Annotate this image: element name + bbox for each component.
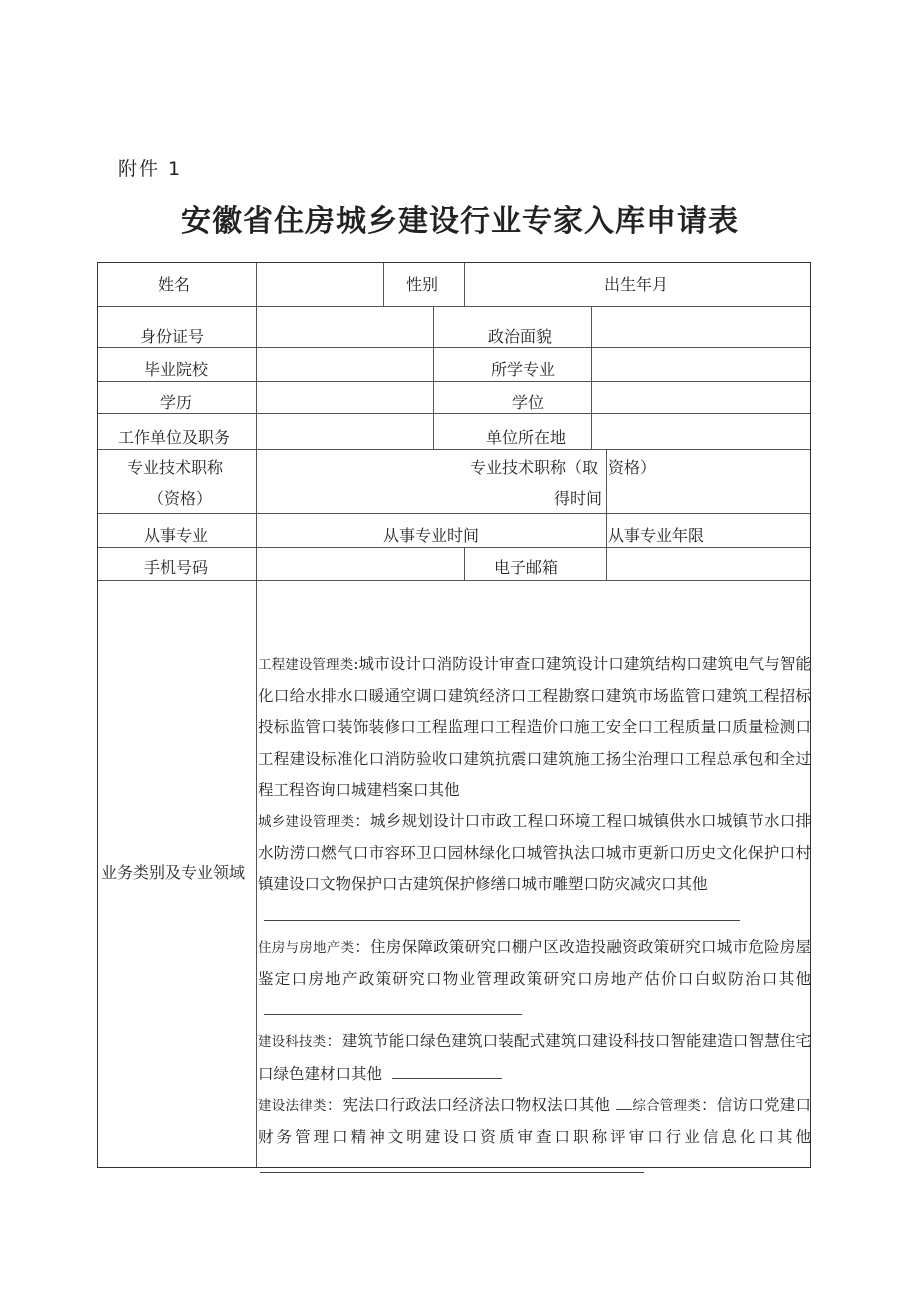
title-date-suffix: 资格） xyxy=(608,458,657,477)
category-options[interactable]: :城市设计口消防设计审查口建筑设计口建筑结构口建筑电气与智能化口给水排水口暖通空调口建筑经济口工程勘察口建筑市场监管口建筑工程招标投标监管口装饰装修口工程监理口工程造价口施工安全口工程质量口质量检测口工程建设标准化口消防验收口建筑抗震口建筑施工扬尘治理口工程总承包和全过程工程咨询口城建档案口其他 xyxy=(258,655,811,799)
business-category-content xyxy=(258,649,811,1184)
id-number-value[interactable] xyxy=(257,307,433,347)
phone-label: 手机号码 xyxy=(144,558,209,577)
political-status-label: 政治面貌 xyxy=(488,327,553,346)
category-name: 工程建设管理类 xyxy=(258,657,354,673)
field-time-label: 从事专业时间 xyxy=(383,526,480,545)
title-date-value[interactable] xyxy=(607,478,810,513)
title-date-label-line1: 专业技术职称（取 xyxy=(470,458,599,477)
page-title: 安徽省住房城乡建设行业专家入库申请表 xyxy=(181,204,739,239)
field-label: 从事专业 xyxy=(144,526,209,545)
birth-label: 出生年月 xyxy=(604,275,669,294)
degree-value[interactable] xyxy=(592,382,810,413)
category-name: 城乡建设管理类 xyxy=(258,814,355,831)
gender-value[interactable] xyxy=(384,263,464,306)
category-law-and-management xyxy=(258,1090,811,1185)
major-value[interactable] xyxy=(592,348,810,381)
column-divider xyxy=(464,547,465,580)
school-value[interactable] xyxy=(257,348,433,381)
title-label-line2: （资格） xyxy=(148,489,213,508)
category-options[interactable]: ：信访口党建口财务管理口精神文明建设口资质审查口职称评审口行业信息化口其他 xyxy=(258,1095,811,1147)
other-blank-line[interactable] xyxy=(258,901,811,932)
column-divider xyxy=(433,306,434,449)
email-label: 电子邮箱 xyxy=(494,558,559,577)
application-form xyxy=(97,262,811,1168)
gender-label: 性别 xyxy=(406,275,439,294)
category-name: 综合管理类 xyxy=(632,1097,702,1114)
category-name: 建设科技类 xyxy=(258,1034,327,1051)
degree-label: 学位 xyxy=(512,393,545,412)
title-date-label-line2: 得时间 xyxy=(554,489,603,508)
field-years-label: 从事专业年限 xyxy=(608,526,705,545)
category-engineering xyxy=(258,649,811,806)
category-options[interactable]: ：建筑节能口绿色建筑口装配式建筑口建设科技口智能建造口智慧住宅口绿色建材口其他 xyxy=(258,1032,811,1083)
employer-position-value[interactable] xyxy=(257,414,433,449)
category-name: 住房与房地产类 xyxy=(258,939,355,956)
row-divider xyxy=(98,580,810,581)
column-divider xyxy=(464,263,465,306)
row-divider xyxy=(98,513,810,514)
major-label: 所学专业 xyxy=(491,360,556,379)
email-value[interactable] xyxy=(607,548,810,580)
name-label: 姓名 xyxy=(158,275,191,294)
category-name: 建设法律类 xyxy=(258,1097,327,1114)
attachment-label: 附件 1 xyxy=(118,158,183,180)
phone-value[interactable] xyxy=(257,548,464,580)
category-housing xyxy=(258,932,811,1027)
employer-location-label: 单位所在地 xyxy=(486,428,567,447)
school-label: 毕业院校 xyxy=(144,360,209,379)
business-category-label: 业务类别及专业领域 xyxy=(101,863,246,882)
category-technology xyxy=(258,1026,811,1089)
category-options[interactable]: ：宪法口行政法口经济法口物权法口其他 xyxy=(326,1095,611,1114)
name-value[interactable] xyxy=(257,263,383,306)
id-number-label: 身份证号 xyxy=(140,327,205,346)
employer-location-value[interactable] xyxy=(592,414,810,449)
title-label-line1: 专业技术职称 xyxy=(127,458,224,477)
title-value[interactable] xyxy=(257,450,465,513)
category-options[interactable]: ：住房保障政策研究口棚户区改造投融资政策研究口城市危险房屋鉴定口房地产政策研究口物业管理政策研究口房地产估价口白蚁防治口其他 xyxy=(258,937,811,989)
category-options[interactable]: ：城乡规划设计口市政工程口环境工程口城镇供水口城镇节水口排水防涝口燃气口市容环卫口园林绿化口城管执法口城市更新口历史文化保护口村镇建设口文物保护口古建筑保护修缮口城市雕塑口防灾减灾口其他 xyxy=(258,812,811,894)
category-urban-rural xyxy=(258,806,811,901)
education-value[interactable] xyxy=(257,382,433,413)
political-status-value[interactable] xyxy=(592,307,810,347)
education-label: 学历 xyxy=(160,393,193,412)
employer-position-label: 工作单位及职务 xyxy=(118,428,231,447)
